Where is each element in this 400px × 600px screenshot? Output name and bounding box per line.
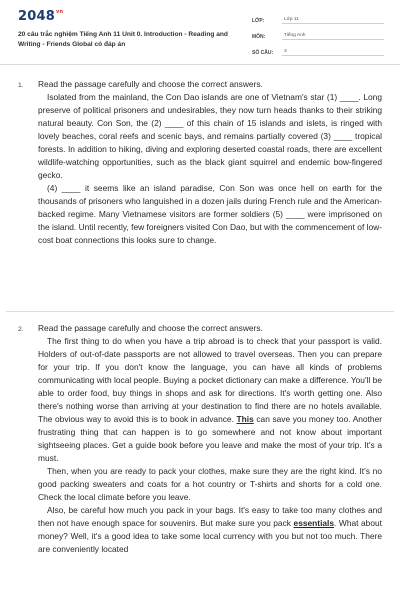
underlined-word-essentials: essentials xyxy=(293,518,335,528)
question-1-prompt: Read the passage carefully and choose the correct answers. xyxy=(38,79,263,89)
question-2-paragraph-1 xyxy=(38,335,382,465)
site-logo[interactable] xyxy=(18,9,63,24)
question-1-body xyxy=(38,78,382,247)
question-2-number: 2. xyxy=(18,326,24,333)
question-1-number: 1. xyxy=(18,82,24,89)
page-header xyxy=(0,0,400,65)
meta-subject-value: Tiếng Anh xyxy=(282,33,384,40)
meta-class-row xyxy=(252,12,384,24)
q2-p3-text-b: . What about money? Well, it's a good idea to take some local currency with you but not too much. There are conveniently located xyxy=(38,518,382,554)
question-2 xyxy=(18,322,382,556)
question-2-body xyxy=(38,322,382,556)
underlined-word-this: This xyxy=(236,414,254,424)
q2-p3-text-a: Also, be careful how much you pack in your bags. It's easy to take too many clothes and then not have enough space for souvenirs. But make sure you pack xyxy=(38,505,382,528)
meta-class-label: LỚP: xyxy=(252,18,265,24)
logo-suffix: vn xyxy=(55,9,64,15)
meta-count-value: 3 xyxy=(282,49,384,56)
document-title: 20 câu trắc nghiệm Tiếng Anh 11 Unit 0. Introduction - Reading and Writing - Friends Global có đáp án xyxy=(18,31,228,48)
question-1 xyxy=(18,78,382,247)
question-2-prompt: Read the passage carefully and choose the correct answers. xyxy=(38,323,263,333)
meta-subject-row xyxy=(252,28,384,40)
question-1-paragraph-2: (4) ____ it seems like an island paradise, Con Son was once hell on earth for the thousands of prisoners who languished in a dozen jails during French rule and the American-backed regime. Many Vietnamese visitors are former soldiers (5) ____ were imprisoned on the island. Until recently, few foreigners visited Con Dao, but with the commencement of low-cost boat connections this looks sure to change. xyxy=(38,183,382,245)
q2-p1-text-b: can save you money too. Another frustrating thing that can happen is to go somewhere and not know about important sightseeing places. Get a guide book before you leave and make the most of your trip. It's a must. xyxy=(38,414,383,463)
logo-text: 2048 xyxy=(18,9,55,24)
meta-count-row xyxy=(252,44,384,56)
q2-p1-text-a: The first thing to do when you have a trip abroad is to check that your passport is valid. Holders of out-of-date passports are not allowed to travel overseas. Then you can prepare for your trip. If you don't know the language, you can have all kinds of problems communicating with local people. Buying a pocket dictionary can make a difference. You'll be able to order food, buy things in shops and ask for directions. It's worth getting one. Also there's nothing worse than arriving at your destination to find there are no hotels available. The obvious way to avoid this is to book in advance. xyxy=(38,336,382,424)
meta-subject-label: MÔN: xyxy=(252,34,266,40)
question-1-paragraph-1: Isolated from the mainland, the Con Dao islands are one of Vietnam's star (1) ____. Long preserve of political prisoners and undesirables, they now turn heads thanks to their striking natural beauty. Con Son, the (2) ____ of this chain of 15 islands and islets, is ringed with lovely beaches, coral reefs and scenic bays, and remains partially covered (3) ____ tropical forests. In addition to hiking, diving and exploring deserted coastal roads, there are excellent wildlife-watching opportunities, such as the black giant squirrel and endemic bow-fingered gecko. xyxy=(38,92,382,180)
document-body xyxy=(0,64,400,600)
document-meta xyxy=(252,12,384,60)
question-2-paragraph-2: Then, when you are ready to pack your clothes, make sure they are the right kind. It's no good packing sweaters and coats for a hot country or T-shirts and shorts for a cold one. Check the local climate before you leave. xyxy=(38,466,382,502)
meta-class-value: Lớp 11 xyxy=(282,17,384,24)
question-divider xyxy=(6,311,394,312)
meta-count-label: SỐ CÂU: xyxy=(252,50,274,56)
question-2-paragraph-3 xyxy=(38,504,382,556)
